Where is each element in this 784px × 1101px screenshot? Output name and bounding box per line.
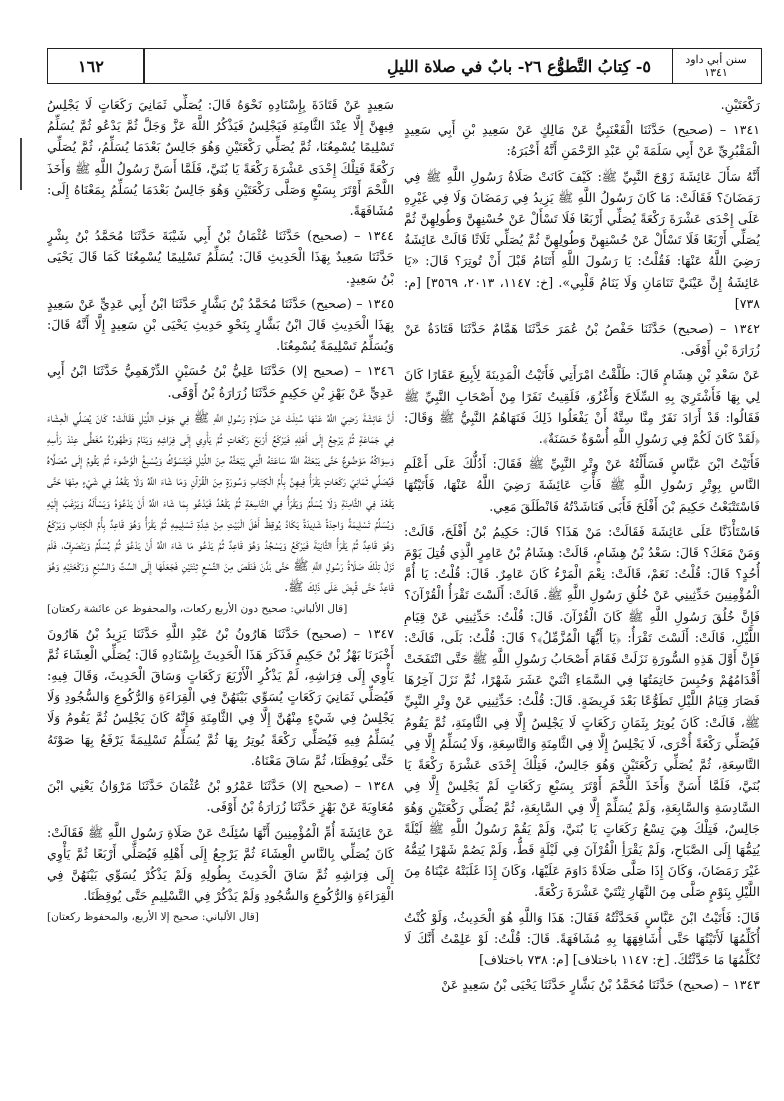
- hadith-paragraph: ١٣٤٦ – (صحيح إلا) حَدَّثَنَا عَلِيُّ بْنُ حُسَيْنٍ الدِّرْهَمِيُّ حَدَّثَنَا ابْنُ أَبِي عَدِيٍّ عَنْ بَهْزِ بْنِ حَكِيمٍ حَدَّثَنَا زُرَارَةُ بْنُ أَوْفَى.: [47, 363, 394, 400]
- hadith-paragraph: ١٣٤٨ – (صحيح إلا) حَدَّثَنَا عَمْرُو بْنُ عُثْمَانَ حَدَّثَنَا مَرْوَانُ يَعْنِي ابْنَ مُعَاوِيَةَ عَنْ بَهْزٍ حَدَّثَنَا زُرَارَةُ بْنُ أَوْفَى.: [47, 778, 394, 815]
- header-divider: [143, 49, 145, 83]
- hadith-paragraph: فَاسْتَأْذَنَّا عَلَى عَائِشَةَ فَقَالَتْ: مَنْ هَذَا؟ قَالَ: حَكِيمُ بْنُ أَفْلَحَ، قَالَتْ: وَمَنْ مَعَكَ؟ قَالَ: سَعْدُ بْنُ هِشَامٍ، قَالَتْ: هِشَامُ بْنُ عَامِرٍ الَّذِي قُتِلَ يَوْمَ أُحُدٍ؟ قَالَ: قُلْتُ: نَعَمْ، قَالَتْ: نِعْمَ الْمَرْءُ كَانَ عَامِرٌ. قَالَ: قُلْتُ: يَا أُمَّ الْمُؤْمِنِينَ حَدِّثِينِي عَنْ خُلُقِ رَسُولِ اللَّهِ ﷺ. قَالَتْ: أَلَسْتَ تَقْرَأُ الْقُرْآنَ؟ فَإِنَّ خُلُقَ رَسُولِ اللَّهِ ﷺ كَانَ الْقُرْآنَ. قَالَ: قُلْتُ: حَدِّثِينِي عَنْ قِيَامِ اللَّيْلِ، قَالَتْ: أَلَسْتَ تَقْرَأُ: ﴿يَا أَيُّهَا الْمُزَّمِّلُ﴾؟ قَالَ: قُلْتُ: بَلَى، قَالَتْ: فَإِنَّ أَوَّلَ هَذِهِ السُّورَةِ نَزَلَتْ فَقَامَ أَصْحَابُ رَسُولِ اللَّهِ ﷺ حَتَّى انْتَفَخَتْ أَقْدَامُهُمْ وَحُبِسَ خَاتِمَتُهَا فِي السَّمَاءِ اثْنَيْ عَشَرَ شَهْرًا، ثُمَّ نَزَلَ آخِرُهَا فَصَارَ قِيَامُ اللَّيْلِ تَطَوُّعًا بَعْدَ فَرِيضَةٍ. قَالَ: قُلْتُ: حَدِّثِينِي عَنْ وِتْرِ النَّبِيِّ ﷺ، قَالَتْ: كَانَ يُوتِرُ بِثَمَانِ رَكَعَاتٍ لَا يَجْلِسُ إِلَّا فِي الثَّامِنَةِ، ثُمَّ يَقُومُ فَيُصَلِّي رَكْعَةً أُخْرَى، لَا يَجْلِسُ إِلَّا فِي الثَّامِنَةِ وَالتَّاسِعَةِ، وَلَا يُسَلِّمُ إِلَّا فِي التَّاسِعَةِ، ثُمَّ يُصَلِّي رَكْعَتَيْنِ وَهُوَ جَالِسٌ، فَتِلْكَ إِحْدَى عَشْرَةَ رَكْعَةً يَا بُنَيَّ، فَلَمَّا أَسَنَّ وَأَخَذَ اللَّحْمَ أَوْتَرَ بِسَبْعِ رَكَعَاتٍ لَمْ يَجْلِسْ إِلَّا فِي السَّادِسَةِ وَالسَّابِعَةِ، وَلَمْ يُسَلِّمْ إِلَّا فِي السَّابِعَةِ، ثُمَّ يُصَلِّي رَكْعَتَيْنِ وَهُوَ جَالِسٌ، فَتِلْكَ هِيَ تِسْعُ رَكَعَاتٍ يَا بُنَيَّ، وَلَمْ يَقُمْ رَسُولُ اللَّهِ ﷺ لَيْلَةً يُتِمُّهَا إِلَى الصَّبَاحِ، وَلَمْ يَقْرَأِ الْقُرْآنَ فِي لَيْلَةٍ قَطُّ، وَلَمْ يَصُمْ شَهْرًا يُتِمُّهُ غَيْرَ رَمَضَانَ، وَكَانَ إِذَا صَلَّى صَلَاةً دَاوَمَ عَلَيْهَا، وَكَانَ إِذَا غَلَبَتْهُ عَيْنَاهُ مِنَ اللَّيْلِ بِنَوْمٍ صَلَّى مِنَ النَّهَارِ ثِنْتَيْ عَشْرَةَ رَكْعَةً.: [404, 523, 760, 900]
- hadith-paragraph: أَنَّهُ سَأَلَ عَائِشَةَ زَوْجَ النَّبِيِّ ﷺ: كَيْفَ كَانَتْ صَلَاةُ رَسُولِ اللَّهِ ﷺ فِي رَمَضَانَ؟ فَقَالَتْ: مَا كَانَ رَسُولُ اللَّهِ ﷺ يَزِيدُ فِي رَمَضَانَ وَلَا فِي غَيْرِهِ عَلَى إِحْدَى عَشْرَةَ رَكْعَةً يُصَلِّي أَرْبَعًا فَلَا تَسْأَلْ عَنْ حُسْنِهِنَّ وَطُولِهِنَّ ثُمَّ يُصَلِّي أَرْبَعًا فَلَا تَسْأَلْ عَنْ حُسْنِهِنَّ وَطُولِهِنَّ ثُمَّ يُصَلِّي ثَلَاثًا قَالَتْ عَائِشَةُ رَضِيَ اللَّهُ عَنْهَا: فَقُلْتُ: يَا رَسُولَ اللَّهِ أَتَنَامُ قَبْلَ أَنْ تُوتِرَ؟ قَالَ: «يَا عَائِشَةُ إِنَّ عَيْنَيَّ تَنَامَانِ وَلَا يَنَامُ قَلْبِي». [خ: ١١٤٧، ٢٠١٣، ٣٥٦٩] [م: ٧٣٨]: [404, 168, 760, 311]
- hadith-paragraph: ١٣٤٢ – (صحيح) حَدَّثَنَا حَفْصُ بْنُ عُمَرَ حَدَّثَنَا هَمَّامٌ حَدَّثَنَا قَتَادَةُ عَنْ زُرَارَةَ بْنِ أَوْفَى.: [404, 321, 760, 358]
- hadith-paragraph: فَأَتَيْتُ ابْنَ عَبَّاسٍ فَسَأَلْتُهُ عَنْ وِتْرِ النَّبِيِّ ﷺ فَقَالَ: أَدُلُّكَ عَلَى أَعْلَمِ النَّاسِ بِوِتْرِ رَسُولِ اللَّهِ ﷺ فَأْتِ عَائِشَةَ رَضِيَ اللَّهُ عَنْهَا، فَأَتَيْتُهَا فَاسْتَتْبَعْتُ حَكِيمَ بْنَ أَفْلَحَ فَأَبَى فَنَاشَدْتُهُ فَانْطَلَقَ مَعِي.: [404, 456, 760, 514]
- page-number: ١٦٢: [78, 57, 104, 76]
- hadith-paragraph: عَنْ سَعْدِ بْنِ هِشَامٍ قَالَ: طَلَّقْتُ امْرَأَتِي فَأَتَيْتُ الْمَدِينَةَ لِأَبِيعَ عَقَارًا كَانَ لِي بِهَا فَأَشْتَرِيَ بِهِ السِّلَاحَ وَأَغْزُوَ، فَلَقِيتُ نَفَرًا مِنْ أَصْحَابِ النَّبِيِّ ﷺ فَقَالُوا: قَدْ أَرَادَ نَفَرٌ مِنَّا سِتَّةٌ أَنْ يَفْعَلُوا ذَلِكَ فَنَهَاهُمُ النَّبِيُّ ﷺ وَقَالَ: ﴿لَقَدْ كَانَ لَكُمْ فِي رَسُولِ اللَّهِ أُسْوَةٌ حَسَنَةٌ﴾.: [404, 367, 760, 447]
- left-text-column: [47, 94, 394, 1084]
- grading-note: [قال الألباني: صحيح إلا الأربع، والمحفوظ ركعتان]: [47, 911, 259, 924]
- hadith-range-number: ١٣٤١: [704, 66, 728, 79]
- right-text-column: [404, 94, 760, 1084]
- chapter-title: ٥- كِتابُ التَّطوُّع ٢٦- بابٌ في صلاة الليلِ: [387, 57, 651, 76]
- hadith-paragraph: ١٣٤٥ – (صحيح) حَدَّثَنَا مُحَمَّدُ بْنُ بَشَّارٍ حَدَّثَنَا ابْنُ أَبِي عَدِيٍّ عَنْ سَعِيدٍ بِهَذَا الْحَدِيثِ قَالَ ابْنُ بَشَّارٍ بِنَحْوِ حَدِيثِ يَحْيَى بْنِ سَعِيدٍ إِلَّا أَنَّهُ قَالَ: وَيُسَلِّمُ تَسْلِيمَةً يُسْمِعُنَا.: [47, 295, 394, 354]
- hadith-paragraph: سَعِيدٍ عَنْ قَتَادَةَ بِإِسْنَادِهِ نَحْوَهُ قَالَ: يُصَلِّي ثَمَانِيَ رَكَعَاتٍ لَا يَجْلِسُ فِيهِنَّ إِلَّا عِنْدَ الثَّامِنَةِ فَيَجْلِسُ فَيَذْكُرُ اللَّهَ عَزَّ وَجَلَّ ثُمَّ يَدْعُو ثُمَّ يُسَلِّمُ تَسْلِيمًا يُسْمِعُنَا، ثُمَّ يُصَلِّي رَكْعَتَيْنِ وَهُوَ جَالِسٌ بَعْدَمَا يُسَلِّمُ، ثُمَّ يُصَلِّي رَكْعَةً فَتِلْكَ إِحْدَى عَشْرَةَ رَكْعَةً يَا بُنَيَّ، فَلَمَّا أَسَنَّ رَسُولُ اللَّهِ ﷺ وَأَخَذَ اللَّحْمَ أَوْتَرَ بِسَبْعٍ وَصَلَّى رَكْعَتَيْنِ وَهُوَ جَالِسٌ بَعْدَمَا يُسَلِّمُ بِمَعْنَاهُ إِلَى: مُشَافَهَةً.: [47, 97, 394, 219]
- book-author-name: سنن أبي داود: [685, 53, 747, 66]
- hadith-paragraph: عَنْ عَائِشَةَ أُمِّ الْمُؤْمِنِينَ أَنَّهَا سُئِلَتْ عَنْ صَلَاةِ رَسُولِ اللَّهِ ﷺ فَقَالَتْ: كَانَ يُصَلِّي بِالنَّاسِ الْعِشَاءَ ثُمَّ يَرْجِعُ إِلَى أَهْلِهِ فَيُصَلِّي أَرْبَعًا ثُمَّ يَأْوِي إِلَى فِرَاشِهِ ثُمَّ سَاقَ الْحَدِيثَ بِطُولِهِ وَلَمْ يَذْكُرْ يُسَوِّي بَيْنَهُنَّ فِي الْقِرَاءَةِ وَالرُّكُوعِ وَالسُّجُودِ وَلَمْ يَذْكُرْ فِي التَّسْلِيمِ حَتَّى يُوقِظَنَا.: [47, 824, 394, 904]
- hadith-paragraph: رَكْعَتَيْنِ.: [720, 97, 760, 112]
- hadith-paragraph: ١٣٤٤ – (صحيح) حَدَّثَنَا عُثْمَانُ بْنُ أَبِي شَيْبَةَ حَدَّثَنَا مُحَمَّدُ بْنُ بِشْرٍ حَدَّثَنَا سَعِيدٌ بِهَذَا الْحَدِيثِ قَالَ: يُسَلِّمُ تَسْلِيمًا يُسْمِعُنَا كَمَا قَالَ يَحْيَى بْنُ سَعِيدٍ.: [47, 228, 394, 286]
- hadith-paragraph: ١٣٤٣ – (صحيح) حَدَّثَنَا مُحَمَّدُ بْنُ بَشَّارٍ حَدَّثَنَا يَحْيَى بْنُ سَعِيدٍ عَنْ: [441, 977, 760, 993]
- grading-note: [قال الألباني: صحيح دون الأربع ركعات، والمحفوظ عن عائشة ركعتان]: [47, 602, 348, 615]
- hadith-paragraph: ١٣٤٧ – (صحيح) حَدَّثَنَا هَارُونُ بْنُ عَبْدِ اللَّهِ حَدَّثَنَا يَزِيدُ بْنُ هَارُونَ أَخْبَرَنَا بَهْزُ بْنُ حَكِيمٍ فَذَكَرَ هَذَا الْحَدِيثَ بِإِسْنَادِهِ قَالَ: يُصَلِّي الْعِشَاءَ ثُمَّ يَأْوِي إِلَى فِرَاشِهِ، لَمْ يَذْكُرِ الْأَرْبَعَ رَكَعَاتٍ وَسَاقَ الْحَدِيثَ، وَقَالَ فِيهِ: فَيُصَلِّي ثَمَانِيَ رَكَعَاتٍ يُسَوِّي بَيْنَهُنَّ فِي الْقِرَاءَةِ وَالرُّكُوعِ وَالسُّجُودِ وَلَا يَجْلِسُ فِي شَيْءٍ مِنْهُنَّ إِلَّا فِي الثَّامِنَةِ فَإِنَّهُ كَانَ يَجْلِسُ ثُمَّ يَقُومُ وَلَا يُسَلِّمُ فِيهِ فَيُصَلِّي رَكْعَةً يُوتِرُ بِهَا ثُمَّ يُسَلِّمُ تَسْلِيمَةً يَرْفَعُ بِهَا صَوْتَهُ حَتَّى يُوقِظَنَا، ثُمَّ سَاقَ مَعْنَاهُ.: [47, 625, 394, 768]
- hadith-paragraph: قَالَ: فَأَتَيْتُ ابْنَ عَبَّاسٍ فَحَدَّثْتُهُ فَقَالَ: هَذَا وَاللَّهِ هُوَ الْحَدِيثُ، وَلَوْ كُنْتُ أُكَلِّمُهَا لَأَتَيْتُهَا حَتَّى أُشَافِهَهَا بِهِ مُشَافَهَةً. قَالَ: قُلْتُ: لَوْ عَلِمْتُ أَنَّكَ لَا تُكَلِّمُهَا مَا حَدَّثْتُكَ. [خ: ١١٤٧ باختلاف] [م: ٧٣٨ باختلاف]: [404, 909, 760, 967]
- hadith-paragraph: أَنَّ عَائِشَةَ رَضِيَ اللَّهُ عَنْهَا سُئِلَتْ عَنْ صَلَاةِ رَسُولِ اللَّهِ ﷺ فِي جَوْفِ اللَّيْلِ فَقَالَتْ: كَانَ يُصَلِّي الْعِشَاءَ فِي جَمَاعَةٍ ثُمَّ يَرْجِعُ إِلَى أَهْلِهِ فَيَرْكَعُ أَرْبَعَ رَكَعَاتٍ ثُمَّ يَأْوِي إِلَى فِرَاشِهِ وَيَنَامُ وَطَهُورُهُ مُغَطًّى عِنْدَ رَأْسِهِ وَسِوَاكُهُ مَوْضُوعٌ حَتَّى يَبْعَثَهُ اللَّهُ سَاعَتَهُ الَّتِي يَبْعَثُهُ مِنَ اللَّيْلِ فَيَتَسَوَّكُ وَيُسْبِغُ الْوُضُوءَ ثُمَّ يَقُومُ إِلَى مُصَلَّاهُ فَيُصَلِّي ثَمَانِيَ رَكَعَاتٍ يَقْرَأُ فِيهِنَّ بِأُمِّ الْكِتَابِ وَسُورَةٍ مِنَ الْقُرْآنِ وَمَا شَاءَ اللَّهُ وَلَا يَقْعُدُ فِي شَيْءٍ مِنْهَا حَتَّى يَقْعُدَ فِي الثَّامِنَةِ وَلَا يُسَلِّمُ وَيَقْرَأُ فِي التَّاسِعَةِ ثُمَّ يَقْعُدُ فَيَدْعُو بِمَا شَاءَ اللَّهُ أَنْ يَدْعُوَهُ وَيَسْأَلَهُ وَيَرْغَبَ إِلَيْهِ وَيُسَلِّمُ تَسْلِيمَةً وَاحِدَةً شَدِيدَةً يَكَادُ يُوقِظُ أَهْلَ الْبَيْتِ مِنْ شِدَّةِ تَسْلِيمِهِ ثُمَّ يَقْرَأُ وَهُوَ قَاعِدٌ بِأُمِّ الْكِتَابِ وَيَرْكَعُ وَهُوَ قَاعِدٌ ثُمَّ يَقْرَأُ الثَّانِيَةَ فَيَرْكَعُ وَيَسْجُدُ وَهُوَ قَاعِدٌ ثُمَّ يَدْعُو مَا شَاءَ اللَّهُ أَنْ يَدْعُوَ ثُمَّ يُسَلِّمُ وَيَنْصَرِفُ، فَلَمْ تَزَلْ تِلْكَ صَلَاةُ رَسُولِ اللَّهِ ﷺ حَتَّى بَدَّنَ فَنَقَصَ مِنَ التِّسْعِ ثِنْتَيْنِ فَجَعَلَهَا إِلَى السِّتِّ وَالسَّبْعِ وَرَكْعَتَيْهِ وَهُوَ قَاعِدٌ حَتَّى قُبِضَ عَلَى ذَلِكَ ﷺ.: [47, 409, 394, 595]
- hadith-paragraph: ١٣٤١ – (صحيح) حَدَّثَنَا الْقَعْنَبِيُّ عَنْ مَالِكٍ عَنْ سَعِيدِ بْنِ أَبِي سَعِيدٍ الْمَقْبُرِيِّ عَنْ أَبِي سَلَمَةَ بْنِ عَبْدِ الرَّحْمَنِ أَنَّهُ أَخْبَرَهُ:: [404, 122, 760, 159]
- page-header: [47, 48, 762, 84]
- book-author: [681, 53, 751, 79]
- header-divider: [672, 49, 674, 83]
- margin-mark: [20, 138, 22, 190]
